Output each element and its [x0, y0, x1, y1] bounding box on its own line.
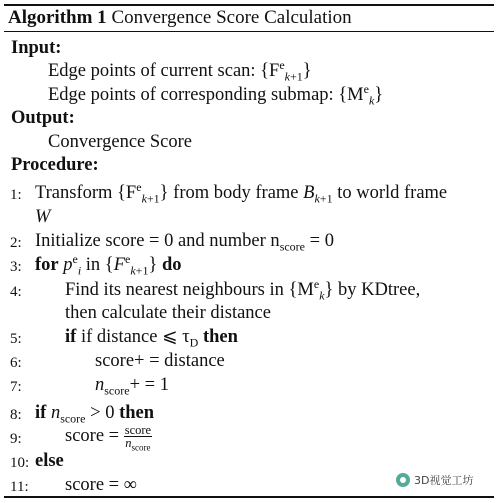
- line-number-4: 4:: [10, 284, 22, 300]
- output-line-1: Convergence Score: [48, 132, 193, 152]
- step-11: score = ∞: [65, 475, 137, 495]
- watermark-text: 3D视觉工坊: [414, 474, 474, 487]
- algorithm-title: [8, 7, 352, 29]
- step-4-cont: then calculate their distance: [65, 303, 271, 323]
- procedure-header: Procedure:: [11, 155, 99, 175]
- step-3: for $p^e_i$ in $\{F^e_{k+1}\}$ do: [35, 251, 182, 278]
- line-number-2: 2:: [10, 235, 22, 251]
- step-9: score = $\frac{\text{score}}{n_{score}}$: [65, 423, 152, 453]
- title-rule: [4, 31, 494, 32]
- output-header: Output:: [11, 108, 75, 128]
- line-number-1: 1:: [10, 187, 22, 203]
- input-line-2: Edge points of corresponding submap: $\{M^e_k\}$: [48, 81, 384, 108]
- step-5: if if distance ⩽ $\tau_D$ then: [65, 327, 238, 350]
- line-number-10: 10:: [10, 455, 30, 471]
- algorithm-label: Algorithm 1: [8, 7, 107, 28]
- step-7: $n_{score}+ = 1$: [95, 375, 169, 398]
- step-2: Initialize score = 0 and number $n_{score} = 0$: [35, 231, 334, 254]
- line-number-9: 9:: [10, 431, 22, 447]
- line-number-7: 7:: [10, 379, 22, 395]
- step-6: score+ = distance: [95, 351, 225, 371]
- input-line-1: Edge points of current scan: $\{F^e_{k+1}\}$: [48, 57, 312, 84]
- watermark: [396, 472, 473, 488]
- bottom-rule: [4, 496, 494, 498]
- line-number-11: 11:: [10, 479, 29, 495]
- step-4: Find its nearest neighbours in $\{M^e_k\}$ by KDtree,: [65, 276, 421, 303]
- top-rule: [4, 4, 494, 6]
- step-10: else: [35, 451, 64, 471]
- score-fraction: $\frac{\text{score}}{n_{score}}$: [124, 423, 152, 453]
- line-number-6: 6:: [10, 355, 22, 371]
- input-header: Input:: [11, 38, 62, 58]
- line-number-8: 8:: [10, 407, 22, 423]
- line-number-3: 3:: [10, 259, 22, 275]
- wechat-icon: [396, 473, 410, 487]
- step-1-cont: W: [35, 207, 51, 227]
- line-number-5: 5:: [10, 331, 22, 347]
- algorithm-name: Convergence Score Calculation: [111, 7, 352, 28]
- step-8: if $n_{score} > 0$ then: [35, 403, 155, 426]
- step-1: Transform $\{F^e_{k+1}\}$ from body frame $B_{k+1}$ to world frame: [35, 179, 448, 206]
